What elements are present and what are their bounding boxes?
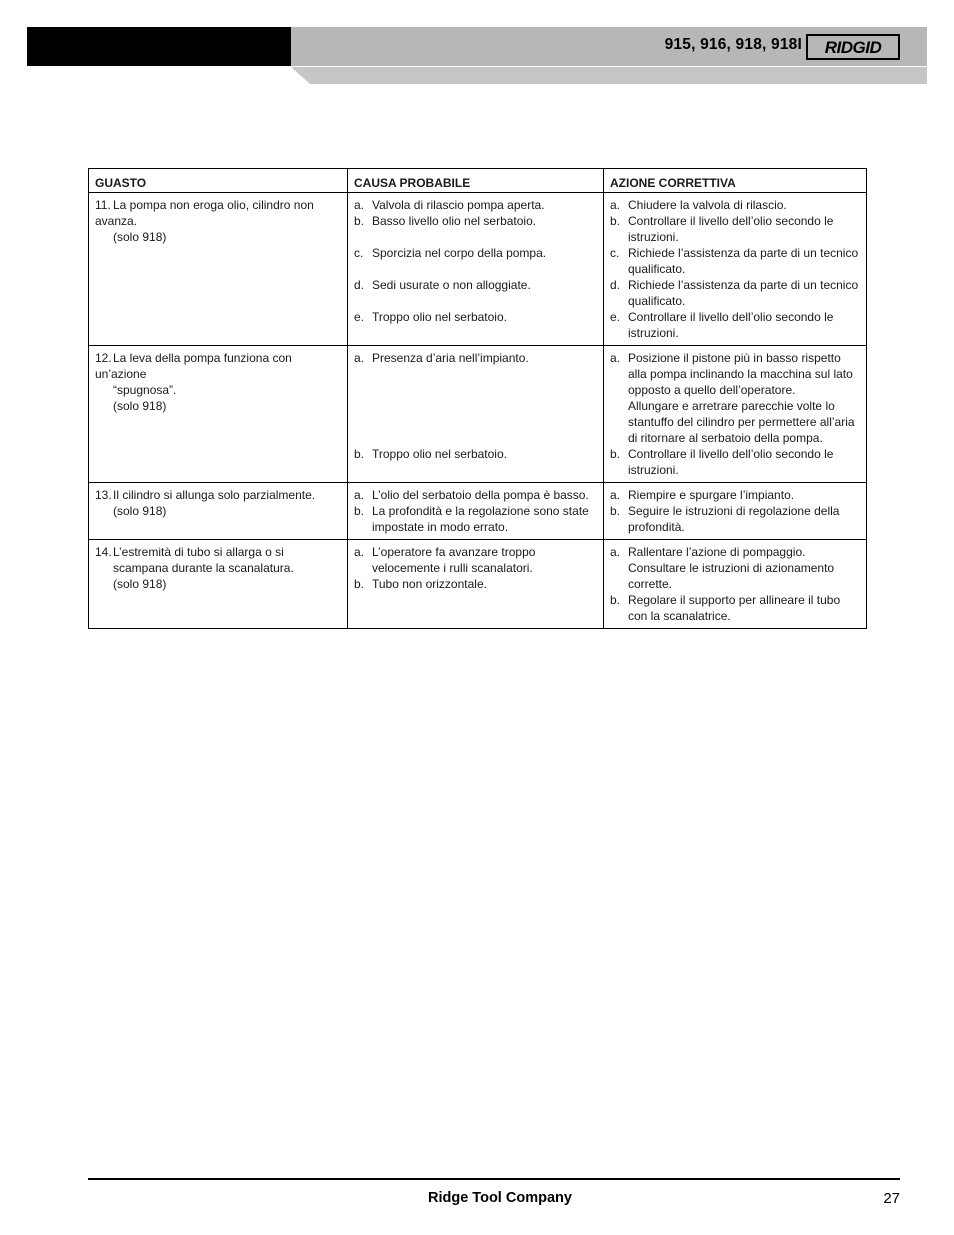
list-item: b. La profondità e la regolazione sono state impostate in modo errato. <box>354 504 589 534</box>
footer-rule <box>88 1178 900 1180</box>
list-item: a. L’olio del serbatoio della pompa è basso. <box>354 488 589 502</box>
list-item: c. Sporcizia nel corpo della pompa. <box>354 246 547 260</box>
list-item: a. L’operatore fa avanzare troppo velocemente i rulli scanalatori. <box>354 545 536 575</box>
problem-text: Il cilindro si allunga solo parzialmente. <box>113 488 316 502</box>
problem-text: La pompa non eroga olio, cilindro non avanza. <box>95 198 314 228</box>
model-numbers-title: 915, 916, 918, 918I <box>664 36 802 53</box>
action-cell <box>604 346 867 483</box>
problem-cell <box>89 193 348 346</box>
header-azione-correttiva: AZIONE CORRETTIVA <box>604 169 867 193</box>
list-item: e. Controllare il livello dell’olio secondo le istruzioni. <box>610 310 834 340</box>
cause-cell <box>348 483 604 540</box>
list-item: b. Controllare il livello dell’olio secondo le istruzioni. <box>610 447 834 477</box>
list-item: a. Riempire e spurgare l’impianto. <box>610 488 795 502</box>
list-item: b. Seguire le istruzioni di regolazione della profondità. <box>610 504 840 534</box>
problem-cell <box>89 540 348 629</box>
problem-text-cont: scampana durante la scanalatura. <box>113 561 294 575</box>
list-item: a. Presenza d’aria nell’impianto. <box>354 351 529 365</box>
problem-number: 12. <box>95 351 112 365</box>
table-row <box>89 483 867 540</box>
problem-number: 14. <box>95 545 112 559</box>
problem-text-cont: “spugnosa”. <box>113 383 177 397</box>
problem-number: 13. <box>95 488 112 502</box>
list-item: e. Troppo olio nel serbatoio. <box>354 310 507 324</box>
action-cell <box>604 483 867 540</box>
table-header-row <box>89 169 867 193</box>
list-item: b. Controllare il livello dell’olio secondo le istruzioni. <box>610 214 834 244</box>
list-item: a. Chiudere la valvola di rilascio. <box>610 198 787 212</box>
action-cell <box>604 193 867 346</box>
list-item: d. Sedi usurate o non alloggiate. <box>354 278 531 292</box>
cause-cell <box>348 346 604 483</box>
ridgid-logo <box>806 34 900 60</box>
header-lower-band <box>291 67 927 84</box>
list-item: b. Tubo non orizzontale. <box>354 577 487 591</box>
problem-cell <box>89 346 348 483</box>
list-item: d. Richiede l’assistenza da parte di un tecnico qualificato. <box>610 278 859 308</box>
list-item: a. Valvola di rilascio pompa aperta. <box>354 198 545 212</box>
header-guasto: GUASTO <box>89 169 348 193</box>
problem-text: L’estremità di tubo si allarga o si <box>113 545 284 559</box>
list-item: b. Basso livello olio nel serbatoio. <box>354 214 537 228</box>
header-black-bar <box>27 27 293 66</box>
cause-cell <box>348 193 604 346</box>
problem-text: La leva della pompa funziona con un’azione <box>95 351 292 381</box>
problem-model-note: (solo 918) <box>113 577 167 591</box>
header-causa-probabile: CAUSA PROBABILE <box>348 169 604 193</box>
footer-company-name: Ridge Tool Company <box>428 1190 572 1206</box>
action-cell <box>604 540 867 629</box>
list-item: a. Posizione il pistone più in basso rispetto alla pompa inclinando la macchina sul lato opposto a quello dell’operatore. Allungare e arretrare parecchie volte lo stantuffo del cilindro per permettere all’aria di ritornare al serbatoio della pompa. <box>610 351 855 445</box>
table-row <box>89 346 867 483</box>
ridgid-logo-text: RIDGID <box>824 38 882 57</box>
list-item: a. Rallentare l’azione di pompaggio. Consultare le istruzioni di azionamento corrette. <box>610 545 835 591</box>
cause-cell <box>348 540 604 629</box>
troubleshooting-table <box>88 168 867 629</box>
problem-model-note: (solo 918) <box>113 399 167 413</box>
list-item: c. Richiede l’assistenza da parte di un tecnico qualificato. <box>610 246 859 276</box>
problem-number: 11. <box>95 198 111 212</box>
table-row <box>89 540 867 629</box>
list-item: b. Regolare il supporto per allineare il tubo con la scanalatrice. <box>610 593 841 623</box>
page-number: 27 <box>883 1190 900 1207</box>
problem-cell <box>89 483 348 540</box>
problem-model-note: (solo 918) <box>113 504 167 518</box>
table-row <box>89 193 867 346</box>
list-item: b. Troppo olio nel serbatoio. <box>354 447 507 461</box>
problem-model-note: (solo 918) <box>113 230 167 244</box>
